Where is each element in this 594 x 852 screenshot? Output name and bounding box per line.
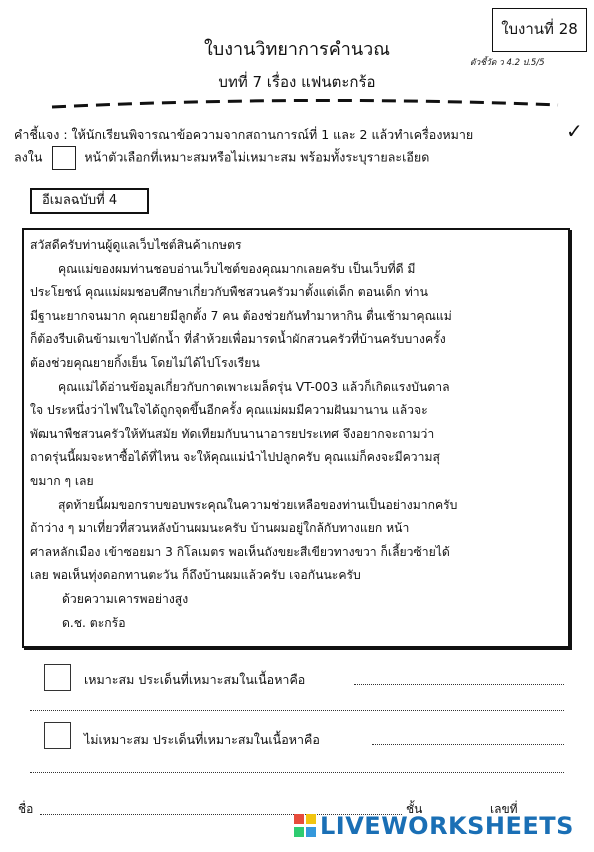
letter-line: ก็ต้องรีบเดินข้ามเขาไปตักน้ำ ที่ลำห้วยเพื่อมารดน้ำผักสวนครัวที่บ้านครับบางครั้ง	[30, 332, 446, 347]
letter-box	[22, 228, 570, 648]
checkmark-icon: ✓	[566, 119, 583, 143]
letter-line: มีฐานะยากจนมาก คุณยายมีลูกตั้ง 7 คน ต้องช่วยกันทำมาหากิน ตื่นเช้ามาคุณแม่	[30, 308, 452, 323]
dashed-divider	[50, 97, 560, 111]
letter-line: ด้วยความเคารพอย่างสูง	[62, 591, 189, 606]
number-label: เลขที่	[490, 802, 518, 816]
inappropriate-answer-line-1[interactable]	[372, 744, 564, 745]
letter-line: พัฒนาพืชสวนครัวให้ทันสมัย ทัดเทียมกับนานาอารยประเทศ จึงอยากจะถามว่า	[30, 426, 435, 441]
letter-line: ศาลหลักเมือง เข้าซอยมา 3 กิโลเมตร พอเห็นถังขยะสีเขียวทางขวา ก็เลี้ยวซ้ายได้	[30, 544, 450, 559]
liveworksheets-text: LIVEWORKSHEETS	[320, 812, 574, 840]
class-label: ชั้น	[406, 802, 423, 816]
email-label: อีเมลฉบับที่ 4	[30, 188, 149, 214]
sheet-number-box: ใบงานที่ 28	[492, 8, 587, 52]
letter-line: ขมาก ๆ เลย	[30, 473, 94, 488]
letter-line: ต้องช่วยคุณยายกิ้งเย็น โดยไม่ได้ไปโรงเรียน	[30, 355, 260, 370]
liveworksheets-watermark	[294, 812, 574, 840]
inappropriate-label: ไม่เหมาะสม ประเด็นที่เหมาะสมในเนื้อหาคือ	[84, 732, 320, 747]
indicator-text: ตัวชี้วัด ว 4.2 ป.5/5	[470, 58, 545, 68]
letter-line: ถาดรุ่นนี้ผมจะหาซื้อได้ที่ไหน จะให้คุณแม่นำไปปลูกครับ คุณแม่ก็คงจะมีความสุ	[30, 450, 440, 465]
letter-line: สวัสดีครับท่านผู้ดูแลเว็บไซต์สินค้าเกษตร	[30, 238, 242, 252]
appropriate-checkbox[interactable]	[44, 664, 71, 691]
letter-line: สุดท้ายนี้ผมขอกราบขอบพระคุณในความช่วยเหลือของท่านเป็นอย่างมากครับ	[58, 497, 458, 512]
instruction-suffix: หน้าตัวเลือกที่เหมาะสมหรือไม่เหมาะสม พร้อมทั้งระบุรายละเอียด	[84, 149, 430, 165]
instruction-line-1: คำชี้แจง : ให้นักเรียนพิจารณาข้อความจากสถานการณ์ที่ 1 และ 2 แล้วทำเครื่องหมาย	[14, 127, 474, 142]
page-subtitle: บทที่ 7 เรื่อง แฟนตะกร้อ	[218, 73, 376, 91]
letter-line: ด.ช. ตะกร้อ	[62, 615, 126, 630]
letter-line: ใจ ประหนึ่งว่าไฟในใจได้ถูกจุดขึ้นอีกครั้ง คุณแม่ผมมีความฝันมานาน แล้วจะ	[30, 403, 428, 418]
letter-line: คุณแม่ได้อ่านข้อมูลเกี่ยวกับกาดเพาะเมล็ดรุ่น VT-003 แล้วก็เกิดแรงบันดาล	[58, 379, 450, 394]
letter-line: เลย พอเห็นทุ่งดอกทานตะวัน ก็ถึงบ้านผมแล้วครับ เจอกันนะครับ	[30, 568, 361, 583]
page-title: ใบงานวิทยาการคำนวณ	[204, 39, 390, 60]
appropriate-answer-line-1[interactable]	[354, 684, 564, 685]
letter-line: คุณแม่ของผมท่านชอบอ่านเว็บไซต์ของคุณมากเลยครับ เป็นเว็บที่ดี มี	[58, 261, 416, 276]
appropriate-answer-line-2[interactable]	[30, 710, 564, 711]
instruction-prefix: ลงใน	[14, 149, 43, 165]
inappropriate-answer-line-2[interactable]	[30, 772, 564, 773]
sample-checkbox	[52, 146, 76, 170]
appropriate-label: เหมาะสม ประเด็นที่เหมาะสมในเนื้อหาคือ	[84, 672, 306, 687]
instruction-line-2	[14, 146, 429, 170]
name-label: ชื่อ	[18, 802, 34, 816]
inappropriate-checkbox[interactable]	[44, 722, 71, 749]
letter-line: ถ้าว่าง ๆ มาเที่ยวที่สวนหลังบ้านผมนะครับ บ้านผมอยู่ใกล้กับทางแยก หน้า	[30, 521, 410, 536]
liveworksheets-logo-icon	[294, 814, 316, 838]
letter-line: ประโยชน์ คุณแม่ผมชอบศึกษาเกี่ยวกับพืชสวนครัวมาตั้งแต่เด็ก ตอนเด็ก ท่าน	[30, 285, 428, 300]
